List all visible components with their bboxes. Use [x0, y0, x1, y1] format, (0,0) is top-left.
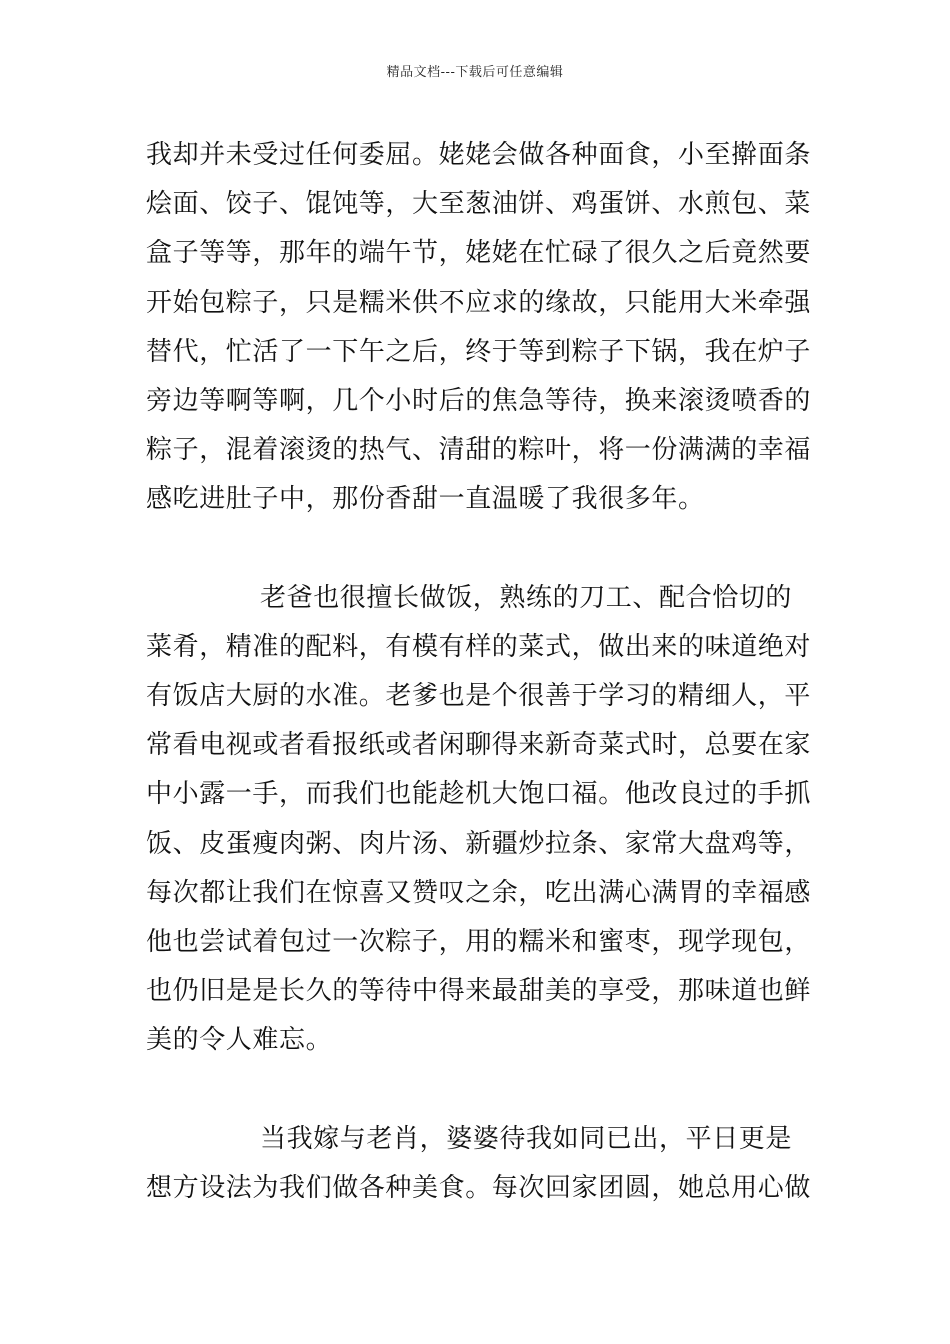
paragraph-gap	[146, 525, 810, 574]
text-line: 常看电视或者看报纸或者闲聊得来新奇菜式时，总要在家	[146, 730, 812, 761]
text-line: 烩面、饺子、馄饨等，大至葱油饼、鸡蛋饼、水煎包、菜	[146, 189, 812, 220]
text-line: 盒子等等，那年的端午节，姥姥在忙碌了很久之后竟然要	[146, 238, 812, 269]
text-line: 也仍旧是是长久的等待中得来最甜美的享受，那味道也鲜	[146, 976, 812, 1007]
text-line	[146, 574, 810, 623]
text-line: 有饭店大厨的水准。老爹也是个很善于学习的精细人，平	[146, 681, 812, 712]
text-line: 他也尝试着包过一次粽子，用的糯米和蜜枣，现学现包，	[146, 927, 812, 957]
paragraph-1	[146, 131, 810, 525]
text-line: 我却并未受过任何委屈。姥姥会做各种面食，小至擀面条	[146, 140, 812, 170]
text-line: 菜肴，精准的配料，有模有样的菜式，做出来的味道绝对	[146, 631, 812, 662]
text-line: 饭、皮蛋瘦肉粥、肉片汤、新疆炒拉条、家常大盘鸡等，	[146, 828, 812, 859]
paragraph-gap	[146, 1066, 810, 1115]
text-line: 替代，忙活了一下午之后，终于等到粽子下锅，我在炉子	[146, 336, 812, 367]
text-line: 想方设法为我们做各种美食。每次回家团圆，她总用心做	[146, 1172, 812, 1203]
page-header: 精品文档---下载后可任意编辑	[386, 65, 564, 80]
text-line: 感吃进肚子中，那份香甜一直温暖了我很多年。	[146, 484, 705, 515]
text-line	[146, 1115, 810, 1164]
text-line: 开始包粽子，只是糯米供不应求的缘故，只能用大米牵强	[146, 287, 812, 318]
text-line-content: 当我嫁与老肖，婆婆待我如同已出，平日更是	[260, 1123, 793, 1154]
text-line: 旁边等啊等啊，几个小时后的焦急等待，换来滚烫喷香的	[146, 385, 812, 416]
paragraph-3	[146, 1115, 810, 1213]
text-line: 美的令人难忘。	[146, 1025, 333, 1056]
document-body	[146, 131, 810, 1213]
paragraph-2	[146, 574, 810, 1066]
text-line: 每次都让我们在惊喜又赞叹之余，吃出满心满胃的幸福感	[146, 877, 812, 908]
text-line: 粽子，混着滚烫的热气、清甜的粽叶，将一份满满的幸福	[146, 435, 812, 466]
text-line-content: 老爸也很擅长做饭，熟练的刀工、配合恰切的	[260, 582, 793, 613]
text-line: 中小露一手，而我们也能趁机大饱口福。他改良过的手抓	[146, 779, 812, 810]
